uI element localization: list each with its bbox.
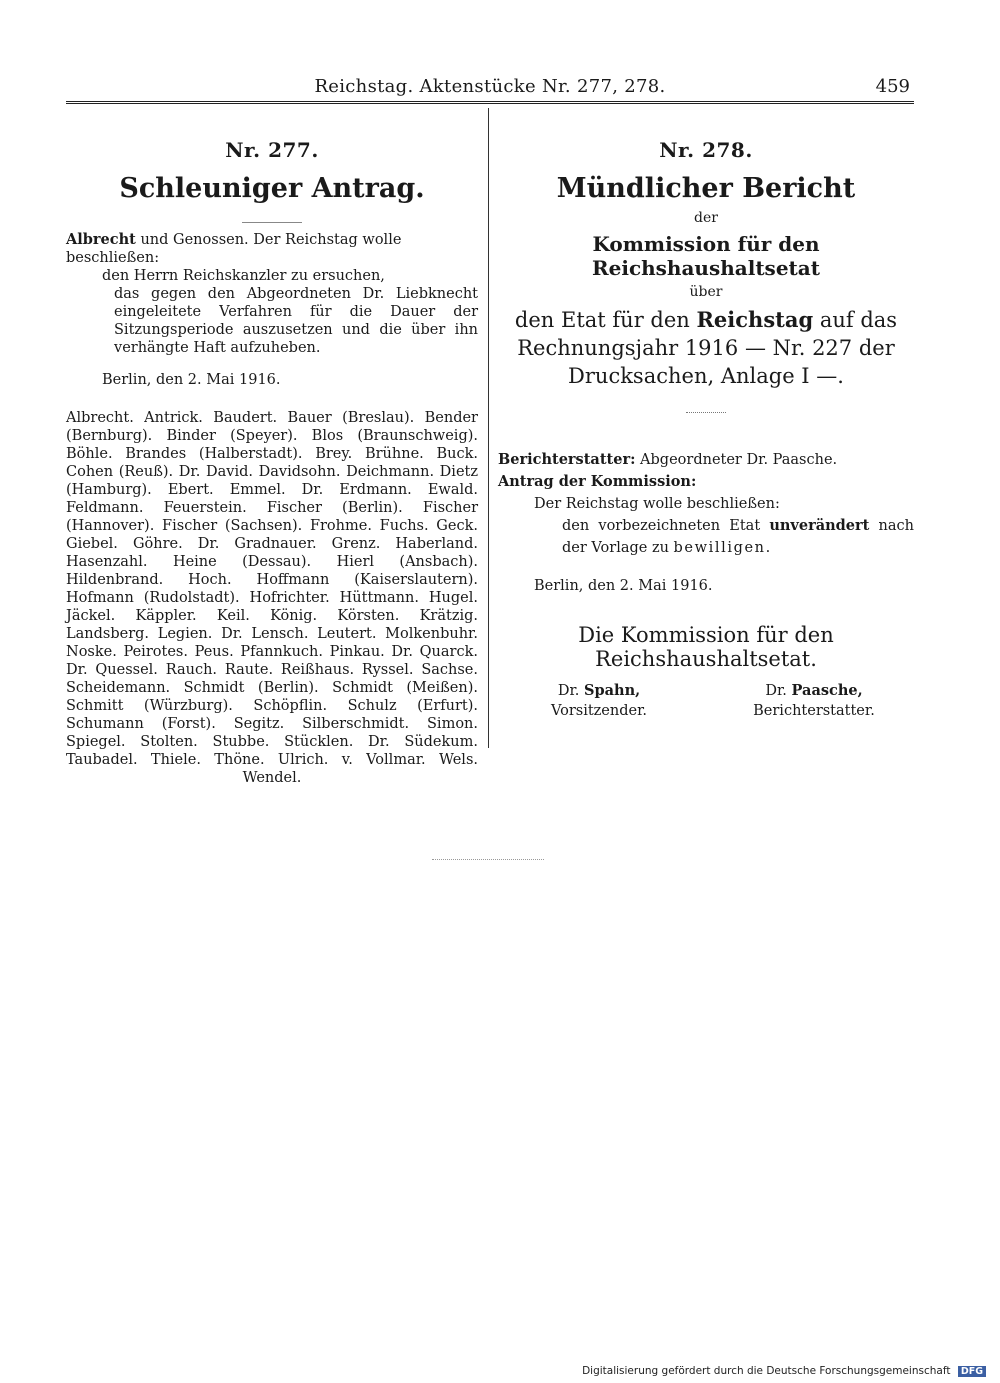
- etat-bold: Reichstag: [696, 307, 814, 332]
- title-rule: [242, 222, 302, 223]
- left-title: Schleuniger Antrag.: [119, 173, 425, 204]
- sig2-name: Paasche,: [791, 682, 863, 699]
- motion-heading: [498, 471, 914, 493]
- signature-chair-role: Vorsitzender.: [550, 703, 648, 719]
- sig1-name: Spahn,: [584, 682, 641, 699]
- motion-pre: den vorbezeichneten Etat: [562, 518, 770, 534]
- sig2-prefix: Dr.: [765, 683, 792, 699]
- header-rule: [66, 101, 914, 104]
- sig1-prefix: Dr.: [557, 683, 585, 699]
- column-divider: [488, 108, 489, 748]
- ueber-label: über: [689, 284, 723, 300]
- closing-line: Die Kommission für den Reichshaushaltsetat.: [578, 623, 834, 671]
- reporter-text: Abgeordneter Dr. Paasche.: [635, 452, 838, 468]
- signature-reporter-name: [734, 681, 894, 701]
- nr-278-label: Nr. 278.: [659, 138, 753, 162]
- motion-lead-name: Albrecht: [66, 231, 136, 248]
- reporter-line: [498, 449, 914, 471]
- motion-mid: nach der Vorlage zu: [562, 518, 914, 556]
- report-body: [498, 449, 914, 597]
- motion-lead-rest: und Genossen. Der Reichstag wolle beschließen:: [66, 232, 402, 266]
- running-head: [66, 74, 914, 100]
- etat-pre: den Etat für den: [514, 308, 697, 332]
- footer-text: Digitalisierung gefördert durch die Deutsche Forschungsgemeinschaft: [582, 1365, 951, 1377]
- signature-chair-name: [524, 681, 674, 701]
- signature-row: [498, 681, 914, 725]
- motion-line1: Der Reichstag wolle beschließen:: [534, 496, 780, 512]
- signers-list: Albrecht. Antrick. Baudert. Bauer (Breslau). Bender (Bernburg). Binder (Speyer). Blos (Braunschweig). Böhle. Brandes (Halberstadt). Brey. Brühne. Buck. Cohen (Reuß). Dr. David. Davidsohn. Deichmann. Dietz (Hamburg). Ebert. Emmel. Dr. Erdmann. Ewald. Feldmann. Feuerstein. Fischer (Berlin). Fischer (Hannover). Fischer (Sachsen). Frohme. Fuchs. Geck. Giebel. Göhre. Dr. Gradnauer. Grenz. Haberland. Hasenzahl. Heine (Dessau). Hierl (Ansbach). Hildenbrand. Hoch. Hoffmann (Kaiserslautern). Hofmann (Rudolstadt). Hofrichter. Hüttmann. Hugel. Jäckel. Käppler. Keil. König. Körsten. Krätzig. Landsberg. Legien. Dr. Lensch. Leutert. Molkenbuhr. Noske. Peirotes. Peus. Pfannkuch. Pinkau. Dr. Quarck. Dr. Quessel. Rauch. Raute. Reißhaus. Ryssel. Sachse. Scheidemann. Schmidt (Berlin). Schmidt (Meißen). Schmitt (Würzburg). Schöpflin. Schulz (Erfurt). Schumann (Forst). Segitz. Silberschmidt. Simon. Spiegel. Stolten. Stubbe. Stücklen. Dr. Südekum. Taubadel. Thiele. Thöne. Ulrich. v. Vollmar. Wels. Wendel.: [66, 410, 478, 786]
- motion-resolution: [498, 515, 914, 559]
- motion-text: [66, 231, 478, 389]
- left-date: Berlin, den 2. Mai 1916.: [102, 372, 281, 388]
- motion-spaced: bewilligen: [673, 540, 766, 556]
- document-number-278: [498, 138, 914, 162]
- signature-chair: [524, 681, 674, 721]
- der-label: der: [694, 210, 718, 226]
- motion-line2: den Herrn Reichskanzler zu ersuchen,: [102, 268, 385, 284]
- nr-277-label: Nr. 277.: [225, 138, 319, 162]
- signature-reporter-role: Berichterstatter.: [753, 703, 875, 719]
- signature-reporter: [734, 681, 894, 721]
- footer-credit: [582, 1365, 986, 1377]
- motion-lead: [66, 231, 478, 267]
- motion-paragraph: das gegen den Abgeordneten Dr. Liebknecht eingeleitete Verfahren für die Dauer der Sitzungsperiode auszusetzen und die über ihn verhängte Haft aufzuheben.: [114, 286, 478, 356]
- right-column: [498, 138, 914, 725]
- separator-dots: [686, 412, 726, 413]
- etat-post: auf das Rechnungsjahr 1916 — Nr. 227 der Drucksachen, Anlage I —.: [517, 308, 898, 388]
- right-title: Mündlicher Bericht: [556, 173, 856, 204]
- document-number-277: [66, 138, 478, 162]
- page-number: 459: [875, 76, 910, 97]
- motion-label: Antrag der Kommission:: [498, 473, 697, 490]
- motion-bold: unverändert: [769, 517, 870, 534]
- left-column: [66, 138, 478, 787]
- faint-separator: [432, 859, 544, 860]
- reporter-label: Berichterstatter:: [498, 451, 636, 468]
- running-head-title: Reichstag. Aktenstücke Nr. 277, 278.: [314, 76, 666, 97]
- etat-description: [498, 306, 914, 390]
- commission-title: Kommission für den Reichshaushaltsetat: [592, 232, 820, 280]
- right-date: Berlin, den 2. Mai 1916.: [534, 578, 713, 594]
- motion-end: .: [765, 540, 771, 556]
- dfg-logo: DFG: [958, 1366, 986, 1377]
